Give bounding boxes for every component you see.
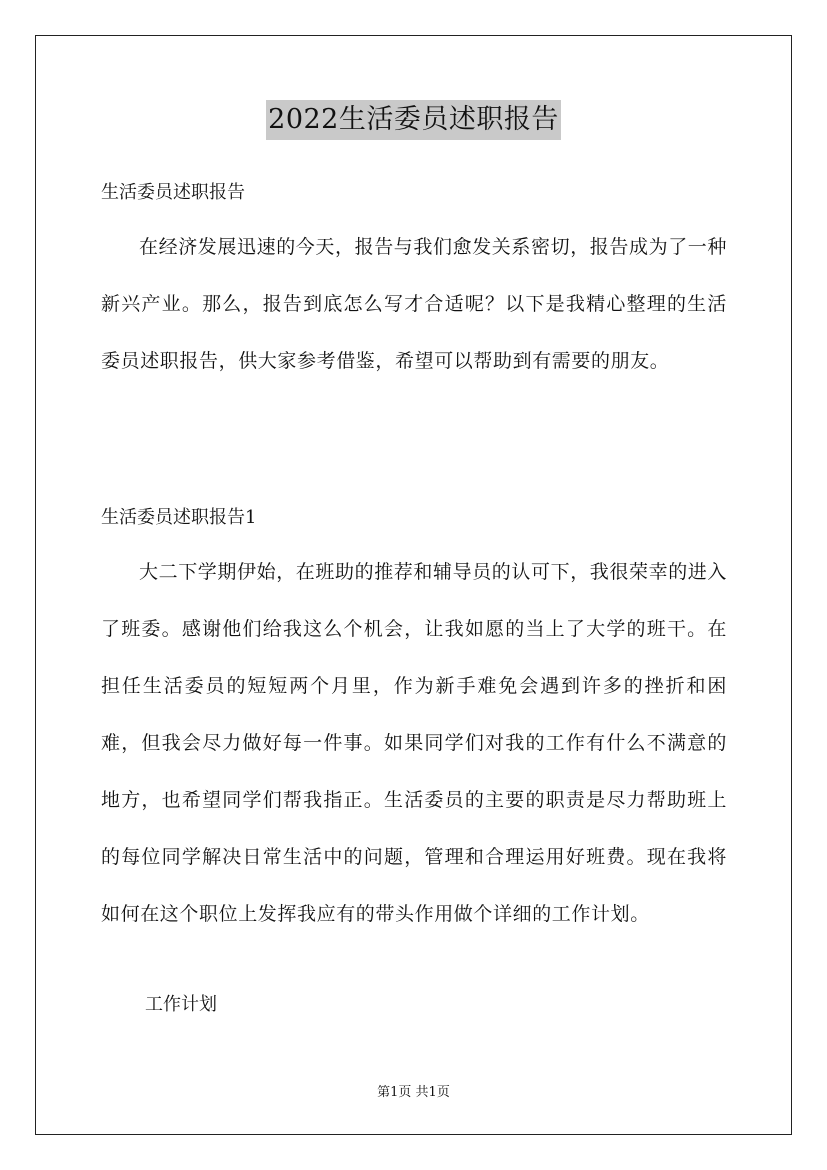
document-heading: 生活委员述职报告	[101, 182, 245, 203]
section-1-body: 大二下学期伊始，在班助的推荐和辅导员的认可下，我很荣幸的进入了班委。感谢他们给我这么个机会，让我如愿的当上了大学的班干。在担任生活委员的短短两个月里，作为新手难免会遇到许多的挫折和困难，但我会尽力做好每一件事。如果同学们对我的工作有什么不满意的地方，也希望同学们帮我指正。生活委员的主要的职责是尽力帮助班上的每位同学解决日常生活中的问题，管理和合理运用好班费。现在我将如何在这个职位上发挥我应有的带头作用做个详细的工作计划。	[101, 561, 728, 925]
intro-paragraph: 在经济发展迅速的今天，报告与我们愈发关系密切，报告成为了一种新兴产业。那么，报告到底怎么写才合适呢？以下是我精心整理的生活委员述职报告，供大家参考借鉴，希望可以帮助到有需要的朋友。	[101, 236, 728, 372]
document-title: 2022生活委员述职报告	[266, 100, 561, 140]
title-container	[0, 100, 827, 140]
work-plan-subheading: 工作计划	[145, 994, 217, 1015]
page-footer: 第1页 共1页	[377, 1085, 450, 1100]
section-1-heading: 生活委员述职报告1	[101, 507, 257, 528]
